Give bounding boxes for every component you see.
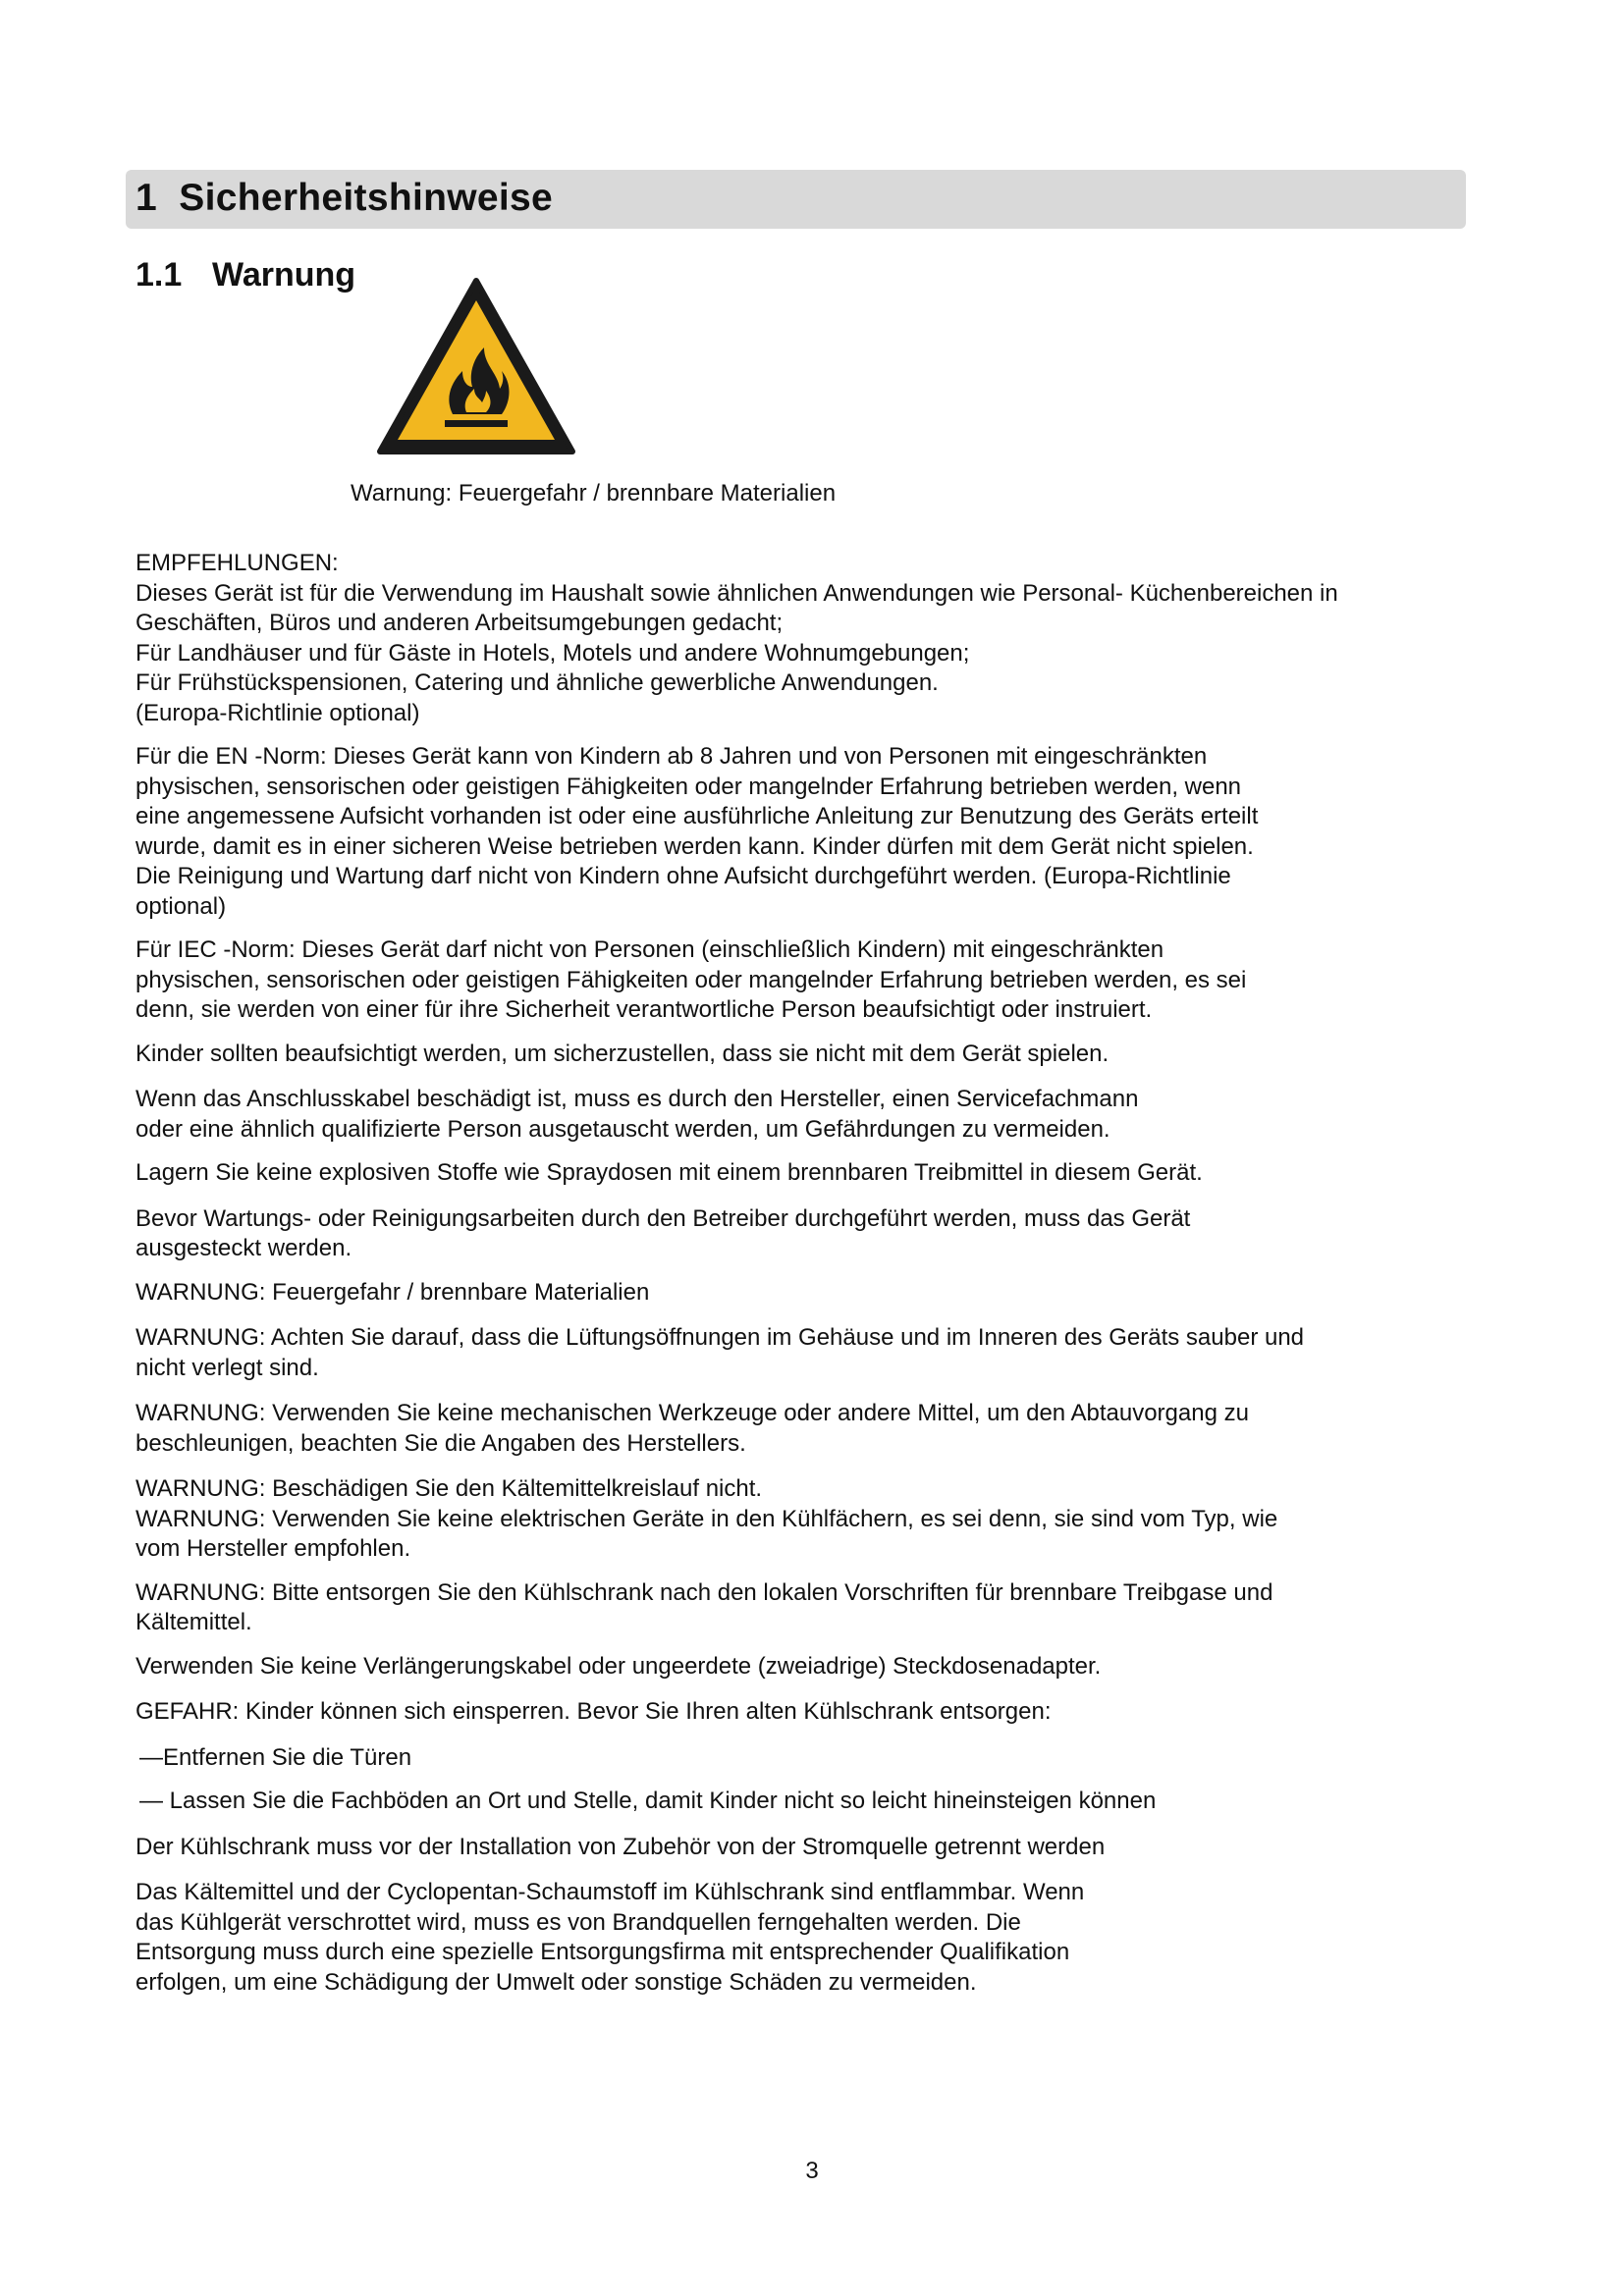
text-line: Bevor Wartungs- oder Reinigungsarbeiten durch den Betreiber durchgeführt werden, muss das Gerät xyxy=(135,1204,1191,1232)
text-line: Für IEC -Norm: Dieses Gerät darf nicht von Personen (einschließlich Kindern) mit eingeschränkten xyxy=(135,936,1164,963)
text-line: Für Landhäuser und für Gäste in Hotels, Motels und andere Wohnumgebungen; xyxy=(135,639,970,667)
warning-caption: Warnung: Feuergefahr / brennbare Materialien xyxy=(351,480,837,507)
text-line: Kinder sollten beaufsichtigt werden, um sicherzustellen, dass sie nicht mit dem Gerät spielen. xyxy=(135,1040,1110,1067)
list-item: —Entfernen Sie die Türen xyxy=(139,1743,412,1771)
text-line: physischen, sensorischen oder geistigen Fähigkeiten oder mangelnder Erfahrung betrieben werden, wenn xyxy=(135,773,1242,800)
text-line: Für Frühstückspensionen, Catering und ähnliche gewerbliche Anwendungen. xyxy=(135,669,939,696)
text-line: WARNUNG: Feuergefahr / brennbare Materialien xyxy=(135,1278,650,1306)
text-line: Wenn das Anschlusskabel beschädigt ist, muss es durch den Hersteller, einen Servicefachmann xyxy=(135,1086,1139,1112)
text-line: (Europa-Richtlinie optional) xyxy=(135,699,420,726)
subsection-heading xyxy=(135,253,355,296)
text-line: Verwenden Sie keine Verlängerungskabel oder ungeerdete (zweiadrige) Steckdosenadapter. xyxy=(135,1652,1102,1680)
text-line: ausgesteckt werden. xyxy=(135,1235,352,1261)
text-line: WARNUNG: Achten Sie darauf, dass die Lüftungsöffnungen im Gehäuse und im Inneren des Geräts sauber und xyxy=(135,1324,1305,1351)
text-line: erfolgen, um eine Schädigung der Umwelt oder sonstige Schäden zu vermeiden. xyxy=(135,1968,977,1996)
subsection-number: 1.1 xyxy=(135,256,183,294)
text-line: eine angemessene Aufsicht vorhanden ist oder eine ausführliche Anleitung zur Benutzung des Geräts erteilt xyxy=(135,803,1259,829)
text-line: Der Kühlschrank muss vor der Installation von Zubehör von der Stromquelle getrennt werden xyxy=(135,1833,1106,1860)
text-line: wurde, damit es in einer sicheren Weise betrieben werden kann. Kinder dürfen mit dem Gerät nicht spielen. xyxy=(135,832,1254,860)
text-line: WARNUNG: Bitte entsorgen Sie den Kühlschrank nach den lokalen Vorschriften für brennbare Treibgase und xyxy=(135,1578,1273,1606)
subsection-title: Warnung xyxy=(212,256,356,294)
text-line: Für die EN -Norm: Dieses Gerät kann von Kindern ab 8 Jahren und von Personen mit eingeschränkten xyxy=(135,743,1208,770)
text-line: Entsorgung muss durch eine spezielle Entsorgungsfirma mit entsprechender Qualifikation xyxy=(135,1939,1070,1965)
list-item: — Lassen Sie die Fachböden an Ort und Stelle, damit Kinder nicht so leicht hineinsteigen können xyxy=(139,1788,1157,1814)
section-title: Sicherheitshinweise xyxy=(179,177,553,219)
flammable-warning-icon xyxy=(376,277,576,456)
text-line: Dieses Gerät ist für die Verwendung im Haushalt sowie ähnlichen Anwendungen wie Personal- Küchenbereichen in xyxy=(135,579,1338,607)
page-number: 3 xyxy=(805,2158,819,2184)
text-line: WARNUNG: Verwenden Sie keine elektrischen Geräte in den Kühlfächern, es sei denn, sie sind vom Typ, wie xyxy=(135,1505,1278,1532)
section-heading xyxy=(135,173,553,224)
text-line: Geschäften, Büros und anderen Arbeitsumgebungen gedacht; xyxy=(135,610,784,636)
text-line: GEFAHR: Kinder können sich einsperren. Bevor Sie Ihren alten Kühlschrank entsorgen: xyxy=(135,1698,1052,1725)
text-line: denn, sie werden von einer für ihre Sicherheit verantwortliche Person beaufsichtigt oder instruiert. xyxy=(135,996,1153,1023)
text-line: das Kühlgerät verschrottet wird, muss es von Brandquellen ferngehalten werden. Die xyxy=(135,1908,1021,1936)
text-line: vom Hersteller empfohlen. xyxy=(135,1535,411,1562)
text-line: Lagern Sie keine explosiven Stoffe wie Spraydosen mit einem brennbaren Treibmittel in diesem Gerät. xyxy=(135,1159,1203,1186)
text-line: physischen, sensorischen oder geistigen Fähigkeiten oder mangelnder Erfahrung betrieben werden, es sei xyxy=(135,966,1247,993)
empfehlungen-title: EMPFEHLUNGEN: xyxy=(135,550,339,576)
text-line: oder eine ähnlich qualifizierte Person ausgetauscht werden, um Gefährdungen zu vermeiden. xyxy=(135,1115,1110,1143)
text-line: nicht verlegt sind. xyxy=(135,1354,319,1381)
document-body xyxy=(135,549,1471,1998)
text-line: Kältemittel. xyxy=(135,1609,252,1635)
text-line: WARNUNG: Beschädigen Sie den Kältemittelkreislauf nicht. xyxy=(135,1475,763,1502)
text-line: WARNUNG: Verwenden Sie keine mechanischen Werkzeuge oder andere Mittel, um den Abtauvorgang zu xyxy=(135,1400,1249,1426)
text-line: Die Reinigung und Wartung darf nicht von Kindern ohne Aufsicht durchgeführt werden. (Europa-Richtlinie xyxy=(135,863,1231,889)
text-line: Das Kältemittel und der Cyclopentan-Schaumstoff im Kühlschrank sind entflammbar. Wenn xyxy=(135,1879,1085,1905)
text-line: optional) xyxy=(135,892,227,920)
section-number: 1 xyxy=(135,177,157,219)
text-line: beschleunigen, beachten Sie die Angaben des Herstellers. xyxy=(135,1429,746,1457)
